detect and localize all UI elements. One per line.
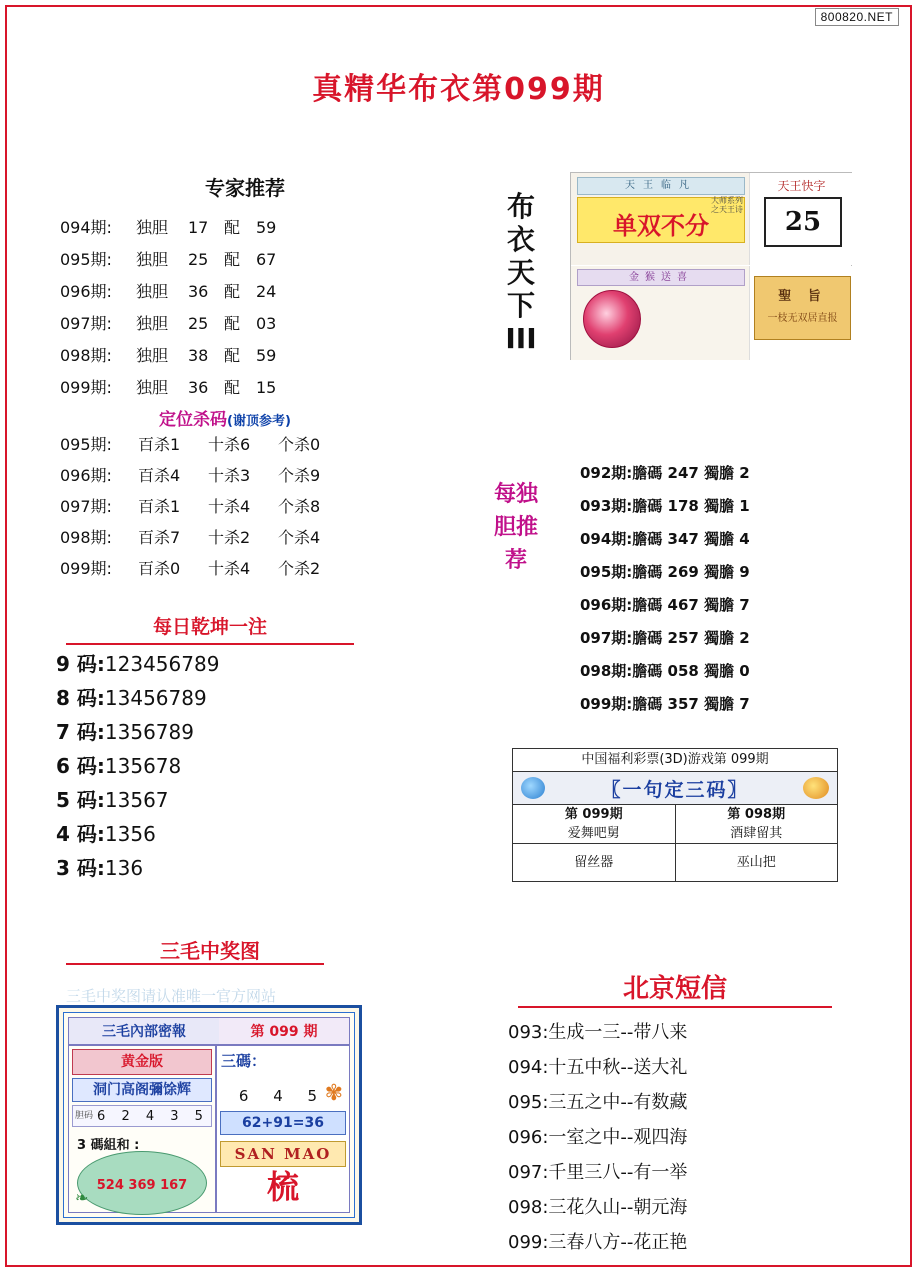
expert-value1: 38 — [188, 346, 209, 365]
expert-label: 独胆 — [136, 282, 169, 301]
sanmao-red-bar: 黄金版 — [72, 1049, 212, 1075]
beijing-heading: 北京短信 — [622, 974, 727, 1004]
expert-mid: 配 — [224, 378, 241, 397]
list-item: 093:生成一三--带八来 — [508, 1022, 688, 1043]
list-item — [56, 648, 396, 677]
list-item: 096期:膽碼 467 獨膽 7 — [580, 596, 750, 614]
lottery-col2-line2: 巫山把 — [736, 855, 776, 870]
list-item — [56, 818, 396, 847]
lottery-box — [512, 748, 838, 882]
sanmao-inner-frame — [63, 1012, 355, 1218]
list-item — [60, 432, 400, 455]
buyi-bottom-banner: 金猴送喜 — [577, 269, 745, 286]
list-item — [60, 311, 380, 334]
lottery-col1-line2: 留丝器 — [513, 844, 676, 882]
page-title: 真精华布衣第099期 — [312, 72, 605, 107]
list-item — [56, 784, 396, 813]
list-item: 094期:膽碼 347 獨膽 4 — [580, 530, 750, 548]
daily-label: 7 码: — [56, 720, 105, 744]
kill-bai: 百杀0 — [138, 559, 181, 578]
expert-mid: 配 — [224, 218, 241, 237]
daily-label: 8 码: — [56, 686, 105, 710]
lottery-header: 中国福利彩票(3D)游戏第 099期 — [513, 749, 837, 772]
lottery-3d-icon — [803, 777, 829, 799]
expert-value1: 25 — [188, 250, 209, 269]
list-item — [60, 279, 380, 302]
expert-label: 独胆 — [136, 346, 169, 365]
watermark-label: 800820.NET — [815, 8, 899, 26]
daily-label: 5 码: — [56, 788, 105, 812]
list-item — [56, 750, 396, 779]
list-item: 096:一室之中--观四海 — [508, 1127, 688, 1148]
buyi-top-right — [750, 173, 853, 265]
buyi-scroll-sub: 一枝无双居直报 — [767, 313, 838, 324]
lottery-col1-header: 第 099期 — [564, 807, 623, 822]
buyi-image — [570, 172, 852, 360]
kill-heading-text: 定位杀码 — [159, 410, 228, 430]
expert-mid: 配 — [224, 282, 241, 301]
expert-issue: 095期: — [60, 250, 112, 269]
lottery-band-title: 〖一句定三码〗 — [601, 778, 749, 801]
list-item — [56, 852, 396, 881]
sanmao-blue-bar: 洞门高阁彌馀辉 — [72, 1078, 212, 1102]
list-item: 095:三五之中--有数藏 — [508, 1092, 688, 1113]
kill-ge: 个杀9 — [278, 466, 321, 485]
kill-ge: 个杀2 — [278, 559, 321, 578]
expert-value1: 36 — [188, 378, 209, 397]
sanmao-heading: 三毛中奖图 — [160, 939, 260, 963]
expert-value1: 17 — [188, 218, 209, 237]
expert-value2: 59 — [256, 346, 277, 365]
expert-heading: 专家推荐 — [205, 176, 285, 200]
daily-label: 6 码: — [56, 754, 105, 778]
daily-label: 4 码: — [56, 822, 105, 846]
expert-issue: 094期: — [60, 218, 112, 237]
buyi-scroll-title: 聖 旨 — [778, 289, 827, 304]
list-item — [60, 525, 400, 548]
sanmao-header — [68, 1017, 350, 1045]
expert-value2: 59 — [256, 218, 277, 237]
kill-issue: 096期: — [60, 466, 112, 485]
sanmao-oval-numbers: 524 369 167 — [96, 1178, 188, 1193]
expert-value2: 24 — [256, 282, 277, 301]
lottery-col2-header: 第 098期 — [727, 807, 786, 822]
expert-issue: 096期: — [60, 282, 112, 301]
expert-list — [60, 215, 380, 407]
expert-value2: 67 — [256, 250, 277, 269]
kill-bai: 百杀1 — [138, 497, 181, 516]
kill-ge: 个杀0 — [278, 435, 321, 454]
daily-value: 13567 — [104, 788, 169, 812]
kill-ge: 个杀8 — [278, 497, 321, 516]
list-item: 098期:膽碼 058 獨膽 0 — [580, 662, 750, 680]
sanmao-digits-label: 胆码 — [74, 1110, 93, 1121]
kill-issue: 097期: — [60, 497, 112, 516]
welfare-lottery-icon — [521, 777, 545, 799]
list-item: 097期:膽碼 257 獨膽 2 — [580, 629, 750, 647]
kill-issue: 098期: — [60, 528, 112, 547]
kill-issue: 099期: — [60, 559, 112, 578]
list-item: 094:十五中秋--送大礼 — [508, 1057, 688, 1078]
swirl-icon — [583, 290, 641, 348]
sanmao-digits-row — [72, 1105, 212, 1127]
sanmao-digits-value: 6 2 4 3 5 — [97, 1108, 209, 1124]
list-item: 093期:膽碼 178 獨膽 1 — [580, 497, 750, 515]
lottery-col1-line1: 爱舞吧舅 — [567, 826, 620, 841]
list-item: 097:千里三八--有一举 — [508, 1162, 688, 1183]
daily-value: 1356789 — [104, 720, 194, 744]
lottery-columns — [513, 805, 837, 844]
buyi-bottom-section — [571, 266, 851, 360]
list-item — [56, 716, 396, 745]
buyi-vertical-title: 布衣天下III — [505, 190, 537, 356]
sanmao-image — [56, 1005, 362, 1225]
buyi-top-left — [571, 173, 750, 265]
expert-mid: 配 — [224, 346, 241, 365]
list-item: 095期:膽碼 269 獨膽 9 — [580, 563, 750, 581]
kill-ge: 个杀4 — [278, 528, 321, 547]
sanmao-big-character: 梳 — [266, 1168, 299, 1206]
daily-list — [56, 648, 396, 886]
kill-heading — [60, 405, 390, 430]
lottery-col1 — [513, 805, 676, 843]
kill-heading-sub: (谢顶参考) — [227, 414, 291, 429]
lottery-title-band — [513, 772, 837, 805]
expert-value1: 25 — [188, 314, 209, 333]
buyi-bottom-right — [750, 266, 853, 360]
sanmao-left-panel — [68, 1045, 216, 1213]
daily-value: 1356 — [104, 822, 156, 846]
meidu-list — [580, 462, 880, 726]
expert-mid: 配 — [224, 314, 241, 333]
daily-value: 13456789 — [104, 686, 207, 710]
expert-mid: 配 — [224, 250, 241, 269]
list-item — [60, 215, 380, 238]
kill-bai: 百杀4 — [138, 466, 181, 485]
buyi-head-banner: 天王临凡 — [577, 177, 745, 195]
expert-label: 独胆 — [136, 314, 169, 333]
buyi-glyph: 25 — [784, 207, 822, 237]
kill-shi: 十杀3 — [208, 466, 251, 485]
list-item — [60, 375, 380, 398]
daily-value: 135678 — [104, 754, 182, 778]
expert-issue: 098期: — [60, 346, 112, 365]
beijing-list — [508, 1018, 868, 1263]
flower-icon: ✾ — [324, 1080, 343, 1105]
sanmao-right-numbers: 6 4 5 — [238, 1087, 328, 1105]
list-item — [60, 247, 380, 270]
daily-label: 3 码: — [56, 856, 105, 880]
sanmao-right-panel — [216, 1045, 350, 1213]
sanmao-logo: SAN MAO — [220, 1141, 346, 1167]
daily-label: 9 码: — [56, 652, 105, 676]
buyi-top-section — [571, 173, 851, 265]
sanmao-divider — [66, 963, 324, 965]
lottery-row2 — [513, 844, 837, 882]
kill-shi: 十杀4 — [208, 497, 251, 516]
daily-value: 136 — [104, 856, 144, 880]
kill-issue: 095期: — [60, 435, 112, 454]
buyi-bottom-left — [571, 266, 750, 360]
sanmao-header-right: 第 099 期 — [219, 1018, 349, 1044]
buyi-scroll — [754, 276, 851, 340]
sanmao-right-title: 三碼： — [221, 1052, 267, 1070]
kill-shi: 十杀4 — [208, 559, 251, 578]
expert-label: 独胆 — [136, 218, 169, 237]
list-item: 099期:膽碼 357 獨膽 7 — [580, 695, 750, 713]
kill-list — [60, 432, 400, 587]
expert-value2: 15 — [256, 378, 277, 397]
expert-label: 独胆 — [136, 250, 169, 269]
list-item: 092期:膽碼 247 獨膽 2 — [580, 464, 750, 482]
daily-heading: 每日乾坤一注 — [152, 616, 267, 638]
list-item — [60, 556, 400, 579]
kill-bai: 百杀1 — [138, 435, 181, 454]
expert-value2: 03 — [256, 314, 277, 333]
lottery-col2-line1: 酒肆留其 — [730, 826, 783, 841]
lottery-col2 — [676, 805, 838, 843]
daily-divider — [66, 643, 354, 645]
beijing-divider — [518, 1006, 832, 1008]
expert-issue: 097期: — [60, 314, 112, 333]
sanmao-oval — [77, 1151, 207, 1215]
list-item: 099:三春八方--花正艳 — [508, 1232, 688, 1253]
list-item — [60, 463, 400, 486]
list-item — [60, 494, 400, 517]
sanmao-header-left: 三毛內部密報 — [102, 1024, 186, 1040]
buyi-right-label: 天王快字 — [777, 179, 826, 193]
expert-value1: 36 — [188, 282, 209, 301]
kill-shi: 十杀6 — [208, 435, 251, 454]
list-item — [60, 343, 380, 366]
list-item — [56, 682, 396, 711]
kill-bai: 百杀7 — [138, 528, 181, 547]
sanmao-ghost-text: 三毛中奖图请认准唯一官方网站 — [66, 987, 277, 1005]
sanmao-threecode-label: 3 碼組和 : — [77, 1138, 140, 1153]
kill-shi: 十杀2 — [208, 528, 251, 547]
buyi-yellow-text: 单双不分 — [613, 212, 709, 240]
buyi-glyph-box — [764, 197, 842, 247]
sanmao-right-equation: 62+91=36 — [220, 1111, 346, 1135]
leaf-icon: ❧ — [75, 1190, 89, 1207]
expert-label: 独胆 — [136, 378, 169, 397]
daily-value: 123456789 — [104, 652, 220, 676]
list-item: 098:三花久山--朝元海 — [508, 1197, 688, 1218]
meidu-vertical-title: 每独胆推荐 — [494, 482, 539, 573]
expert-issue: 099期: — [60, 378, 112, 397]
buyi-side-text: 大师系列之天王诗 — [711, 196, 743, 214]
